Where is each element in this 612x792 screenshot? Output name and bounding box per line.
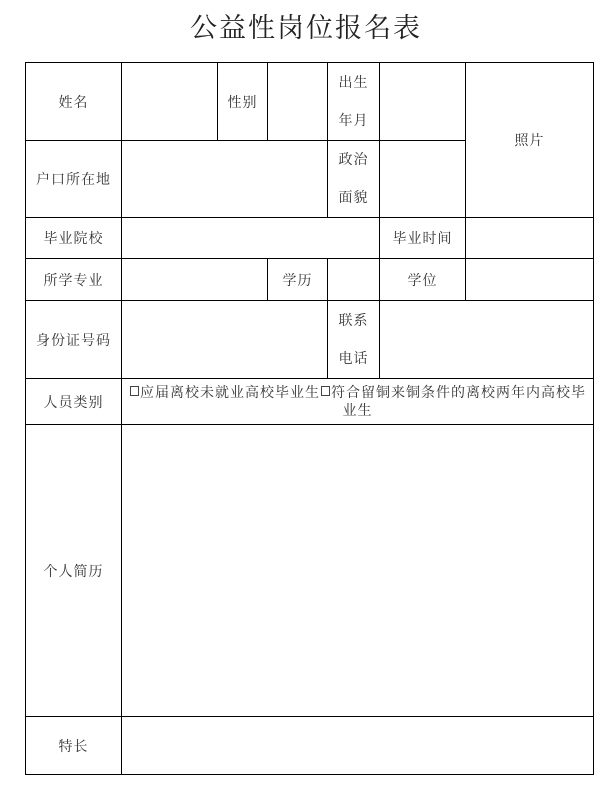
name-field[interactable]: [122, 63, 218, 141]
gender-field[interactable]: [268, 63, 328, 141]
checkbox-option-2[interactable]: [321, 386, 330, 396]
checkbox-option-1[interactable]: [130, 386, 139, 396]
degree-field[interactable]: [466, 259, 594, 301]
school-label: 毕业院校: [26, 218, 122, 259]
resume-field[interactable]: [122, 425, 594, 717]
school-field[interactable]: [122, 218, 380, 259]
major-field[interactable]: [122, 259, 268, 301]
category-options: [122, 379, 594, 425]
contact-phone-label: [328, 301, 380, 379]
hukou-label: 户口所在地: [26, 141, 122, 218]
category-option-1-label: 应届离校未就业高校毕业生: [140, 384, 320, 401]
contact-phone-label-line1: 联系: [338, 312, 369, 329]
birth-date-label: [328, 63, 380, 141]
id-number-field[interactable]: [122, 301, 328, 379]
contact-phone-label-line2: 电话: [338, 350, 369, 367]
photo-cell[interactable]: 照片: [466, 63, 594, 218]
specialty-field[interactable]: [122, 717, 594, 775]
political-status-label-line1: 政治: [338, 152, 369, 168]
political-status-label-line2: 面貌: [338, 190, 369, 206]
birth-date-label-line1: 出生: [338, 74, 369, 91]
gender-label: 性别: [218, 63, 268, 141]
birth-date-field[interactable]: [380, 63, 466, 141]
category-label: 人员类别: [26, 379, 122, 425]
political-status-field[interactable]: [380, 141, 466, 218]
education-field[interactable]: [328, 259, 380, 301]
hukou-field[interactable]: [122, 141, 328, 218]
id-number-label: 身份证号码: [26, 301, 122, 379]
birth-date-label-line2: 年月: [338, 112, 369, 129]
contact-phone-field[interactable]: [380, 301, 594, 379]
graduation-time-label: 毕业时间: [380, 218, 466, 259]
major-label: 所学专业: [26, 259, 122, 301]
registration-form-table: [25, 62, 594, 775]
graduation-time-field[interactable]: [466, 218, 594, 259]
specialty-label: 特长: [26, 717, 122, 775]
name-label: 姓名: [26, 63, 122, 141]
political-status-label: [328, 141, 380, 218]
category-option-2-label: 符合留铜来铜条件的离校两年内高校毕业生: [331, 384, 586, 419]
form-title: 公益性岗位报名表: [190, 13, 422, 44]
resume-label: 个人简历: [26, 425, 122, 717]
education-label: 学历: [268, 259, 328, 301]
degree-label: 学位: [380, 259, 466, 301]
